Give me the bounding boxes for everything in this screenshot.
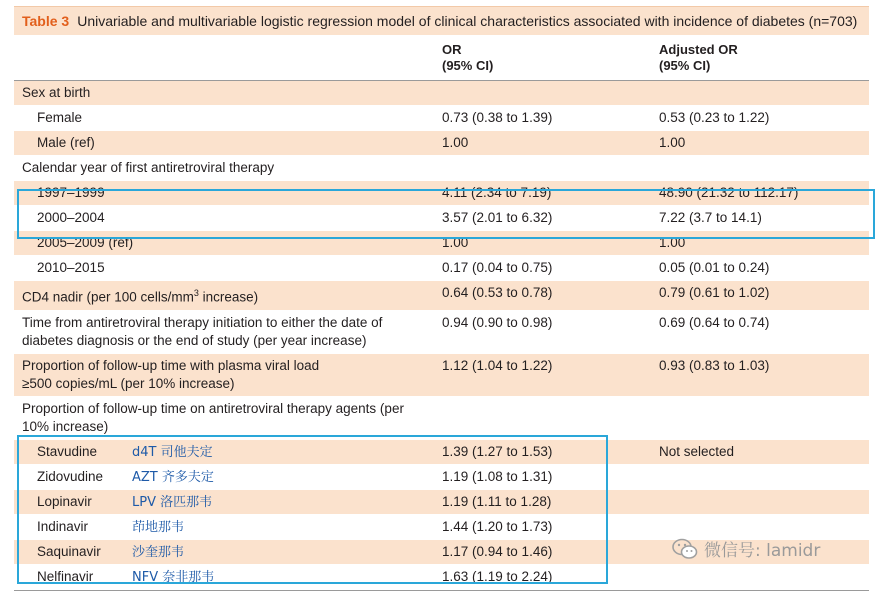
adj-or-value: Not selected bbox=[659, 443, 735, 459]
table-row bbox=[14, 256, 869, 281]
adj-or-value: 0.53 (0.23 to 1.22) bbox=[659, 110, 770, 125]
or-value: 3.57 (2.01 to 6.32) bbox=[442, 210, 553, 225]
row-label: Female bbox=[37, 110, 83, 125]
table-row bbox=[14, 354, 869, 397]
table-row bbox=[14, 81, 869, 106]
row-label: Male (ref) bbox=[37, 135, 95, 150]
row-label: Proportion of follow-up time on antiretroviral therapy agents (per 10% increase) bbox=[22, 400, 404, 434]
row-label: Lopinavir bbox=[37, 493, 92, 509]
or-value: 0.94 (0.90 to 0.98) bbox=[442, 314, 553, 330]
row-label: 2010–2015 bbox=[37, 260, 105, 275]
adj-or-value: 1.00 bbox=[659, 235, 686, 250]
drug-annotation: NFV 奈非那韦 bbox=[132, 569, 215, 585]
table-header bbox=[14, 35, 869, 81]
highlight-box-calendar-years bbox=[17, 189, 875, 239]
row-label: Nelfinavir bbox=[37, 568, 94, 584]
or-value: 4.11 (2.34 to 7.19) bbox=[442, 185, 552, 200]
drug-annotation: AZT 齐多夫定 bbox=[132, 469, 214, 485]
or-value: 1.00 bbox=[442, 235, 469, 250]
or-value: 0.73 (0.38 to 1.39) bbox=[442, 110, 553, 125]
or-value: 1.63 (1.19 to 2.24) bbox=[442, 568, 553, 584]
adj-or-value: 0.05 (0.01 to 0.24) bbox=[659, 260, 770, 275]
adj-or-value: 0.69 (0.64 to 0.74) bbox=[659, 314, 770, 330]
drug-annotation: LPV 洛匹那韦 bbox=[132, 494, 213, 510]
table-row bbox=[14, 131, 869, 156]
or-value: 1.44 (1.20 to 1.73) bbox=[442, 518, 553, 534]
table-row bbox=[14, 156, 869, 181]
row-label: 2005–2009 (ref) bbox=[37, 235, 134, 250]
or-value: 1.39 (1.27 to 1.53) bbox=[442, 443, 553, 459]
table-row bbox=[14, 397, 869, 440]
row-label: 2000–2004 bbox=[37, 210, 105, 225]
or-value: 1.19 (1.11 to 1.28) bbox=[442, 493, 552, 509]
table-label: Table 3 bbox=[22, 13, 70, 29]
drug-annotation: d4T 司他夫定 bbox=[132, 444, 213, 460]
drug-annotation: 沙奎那韦 bbox=[132, 544, 185, 560]
row-label: Proportion of follow-up time with plasma viral load ≥500 copies/mL (per 10% increase) bbox=[22, 357, 320, 391]
drug-annotation: 茚地那韦 bbox=[132, 519, 185, 535]
header-adjusted-or: Adjusted OR (95% CI) bbox=[659, 42, 738, 73]
row-label: Calendar year of first antiretroviral therapy bbox=[22, 160, 275, 175]
adj-or-value: 7.22 (3.7 to 14.1) bbox=[659, 210, 762, 225]
or-value: 1.17 (0.94 to 1.46) bbox=[442, 543, 553, 559]
row-label: 1997–1999 bbox=[37, 185, 105, 200]
adj-or-value: 1.00 bbox=[659, 135, 686, 150]
or-value: 0.17 (0.04 to 0.75) bbox=[442, 260, 553, 275]
table-row bbox=[14, 311, 869, 354]
wechat-icon bbox=[672, 538, 698, 560]
or-value: 1.12 (1.04 to 1.22) bbox=[442, 357, 553, 373]
row-label: Saquinavir bbox=[37, 543, 101, 559]
or-value: 0.64 (0.53 to 0.78) bbox=[442, 285, 553, 300]
row-label: Stavudine bbox=[37, 443, 98, 459]
table-row bbox=[14, 106, 869, 131]
or-value: 1.19 (1.08 to 1.31) bbox=[442, 468, 553, 484]
watermark bbox=[672, 536, 820, 561]
table-title: Univariable and multivariable logistic regression model of clinical characteristics associated with incidence of diabetes (n=703) bbox=[77, 13, 858, 29]
row-label: CD4 nadir (per 100 cells/$mm^3$ increase) bbox=[22, 288, 259, 305]
table-row bbox=[14, 281, 869, 311]
adj-or-value: 0.79 (0.61 to 1.02) bbox=[659, 285, 770, 300]
row-label: Time from antiretroviral therapy initiation to either the date of diabetes diagnosis or the end of study (per year increase) bbox=[22, 314, 383, 348]
highlight-box-art-agents bbox=[17, 435, 608, 584]
table-caption bbox=[14, 6, 869, 35]
adj-or-value: 48.90 (21.32 to 112.17) bbox=[659, 185, 799, 200]
or-value: 1.00 bbox=[442, 135, 469, 150]
row-label: Sex at birth bbox=[22, 85, 91, 100]
row-label: Zidovudine bbox=[37, 468, 104, 484]
row-label: Indinavir bbox=[37, 518, 89, 534]
adj-or-value: 0.93 (0.83 to 1.03) bbox=[659, 357, 770, 373]
header-or: OR (95% CI) bbox=[442, 42, 494, 73]
watermark-text: 微信号: lamidr bbox=[704, 541, 821, 561]
